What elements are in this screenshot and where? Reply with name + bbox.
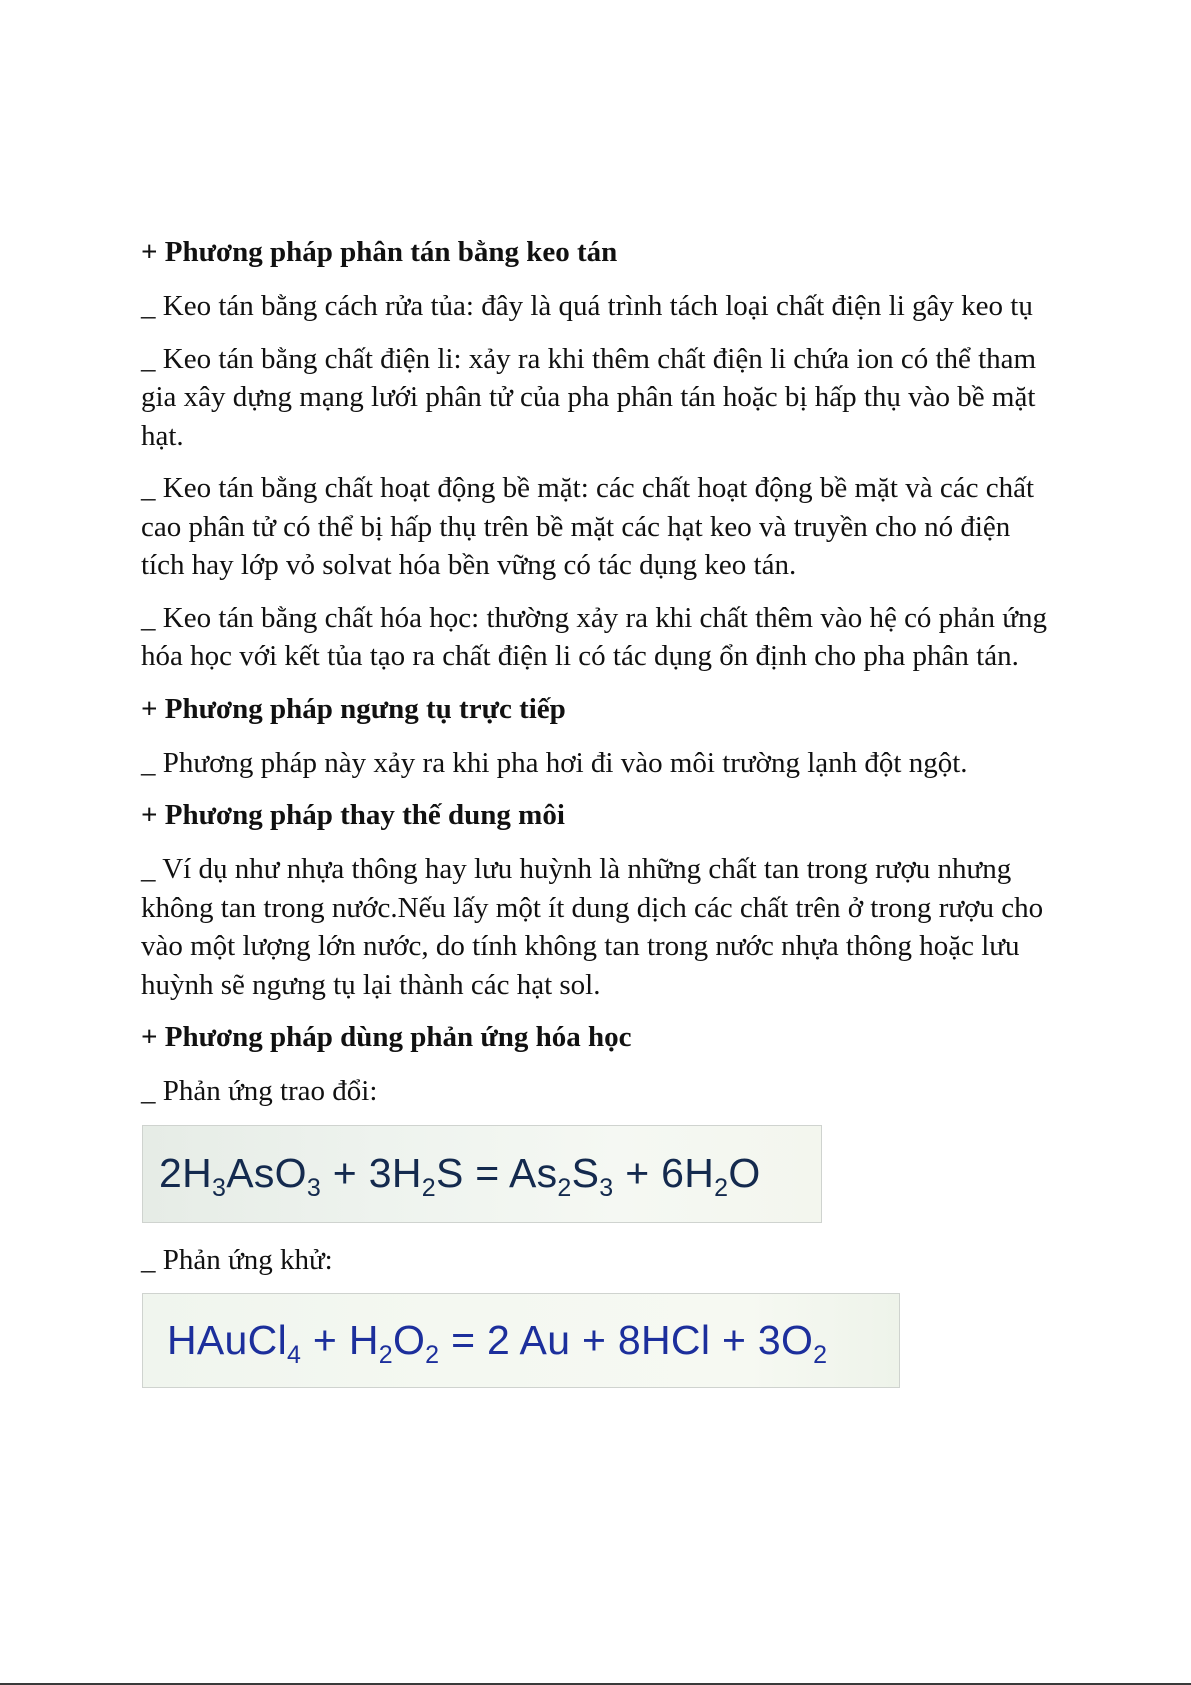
- exchange-equation-term: O: [728, 1150, 761, 1196]
- exchange-equation-subscript: 2: [557, 1174, 572, 1202]
- paragraph: _ Ví dụ như nhựa thông hay lưu huỳnh là những chất tan trong rượu nhưng không tan trong nước.Nếu lấy một ít dung dịch các chất trên ở trong rượu cho vào một lượng lớn nước, do tính không tan trong nước nhựa thông hoặc lưu huỳnh sẽ ngưng tụ lại thành các hạt sol.: [141, 853, 1044, 1001]
- section-heading: + Phương pháp phân tán bằng keo tán: [141, 236, 618, 268]
- reduction-equation-subscript: 4: [286, 1341, 302, 1369]
- exchange-equation-subscript: 3: [212, 1174, 227, 1202]
- exchange-equation-subscript: 3: [599, 1174, 614, 1202]
- exchange-equation-subscript: 2: [714, 1174, 729, 1202]
- paragraph: _ Phương pháp này xảy ra khi pha hơi đi vào môi trường lạnh đột ngột.: [141, 746, 968, 779]
- exchange-equation-term: S: [571, 1150, 600, 1196]
- exchange-equation-subscript: 2: [421, 1174, 436, 1202]
- reduction-equation-image: [142, 1293, 900, 1388]
- paragraph: _ Phản ứng khử:: [141, 1243, 333, 1276]
- reduction-equation-term: O: [392, 1317, 426, 1363]
- exchange-equation-term: S = As: [435, 1150, 558, 1196]
- paragraph: _ Keo tán bằng chất hoạt động bề mặt: các chất hoạt động bề mặt và các chất cao phân tử có thể bị hấp thụ trên bề mặt các hạt keo và truyền cho nó điện tích hay lớp vỏ solvat hóa bền vững có tác dụng keo tán.: [141, 472, 1034, 581]
- document-page: [141, 233, 1061, 1406]
- exchange-equation-image: [142, 1125, 822, 1223]
- paragraph: _ Phản ứng trao đổi:: [141, 1075, 378, 1107]
- paragraph: _ Keo tán bằng cách rửa tủa: đây là quá trình tách loại chất điện li gây keo tụ: [141, 290, 1033, 322]
- exchange-equation-subscript: 3: [306, 1174, 322, 1202]
- exchange-equation-term: + 6H: [613, 1150, 715, 1196]
- exchange-equation-term: 2H: [159, 1150, 213, 1196]
- reduction-equation: [143, 1317, 828, 1369]
- paragraph: _ Keo tán bằng chất điện li: xảy ra khi thêm chất điện li chứa ion có thể tham gia xây dựng mạng lưới phân tử của pha phân tán hoặc bị hấp thụ vào bề mặt hạt.: [141, 342, 1037, 452]
- reduction-equation-subscript: 2: [425, 1341, 440, 1369]
- reduction-equation-term: + H: [301, 1317, 379, 1363]
- section-heading: + Phương pháp dùng phản ứng hóa học: [141, 1021, 632, 1053]
- reduction-equation-term: = 2 Au + 8HCl + 3O: [439, 1317, 814, 1363]
- exchange-equation: [143, 1150, 761, 1202]
- section-heading: + Phương pháp ngưng tụ trực tiếp: [141, 692, 566, 725]
- exchange-equation-term: AsO: [226, 1150, 307, 1196]
- exchange-equation-term: + 3H: [321, 1150, 422, 1196]
- reduction-equation-subscript: 2: [813, 1341, 828, 1369]
- reduction-equation-subscript: 2: [378, 1341, 393, 1369]
- reduction-equation-term: HAuCl: [167, 1317, 287, 1363]
- section-heading: + Phương pháp thay thế dung môi: [141, 799, 565, 831]
- paragraph: _ Keo tán bằng chất hóa học: thường xảy ra khi chất thêm vào hệ có phản ứng hóa học với kết tủa tạo ra chất điện li có tác dụng ổn định cho pha phân tán.: [141, 601, 1048, 672]
